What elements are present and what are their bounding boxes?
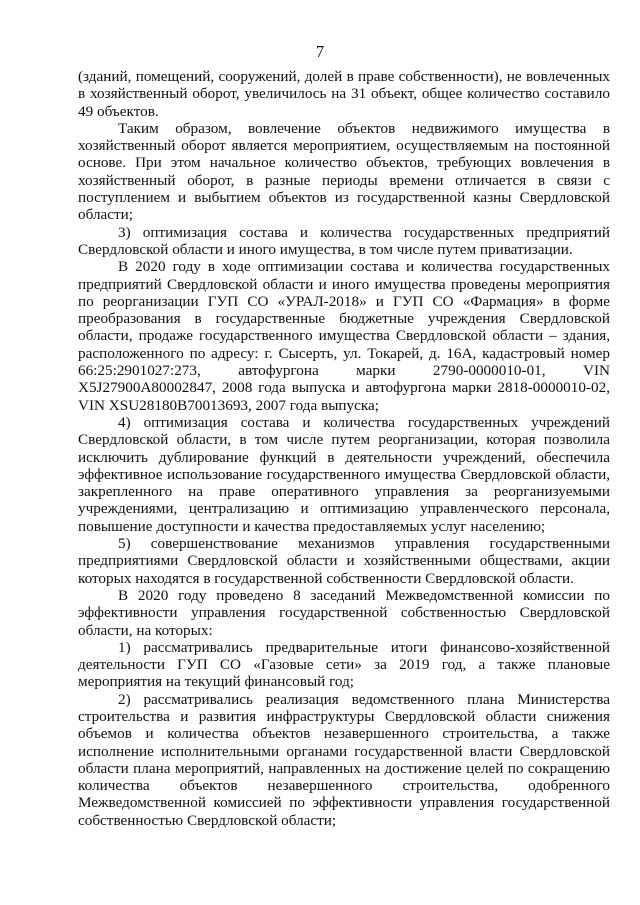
paragraph-commission-meetings: В 2020 году проведено 8 заседаний Межведомственной комиссии по эффективности управления государственной собственностью Свердловской области, на которых: [78,586,610,639]
paragraph-reorganization-details: В 2020 году в ходе оптимизации состава и количества государственных предприятий Свердловской области и иного имущества проведены мероприятия по реорганизации ГУП СО «УРАЛ-2018» и ГУП СО «Фармация» в форме преобразования в государственные бюджетные учреждения Свердловской области, продаже государственного имущества Свердловской области – здания, расположенного по адресу: г. Сысерть, ул. Токарей, д. 16А, кадастровый номер 66:25:2901027:273, автофургона марки 2790-0000010-01, VIN X5J27900A80002847, 2008 года выпуска и автофургона марки 2818-0000010-02, VIN XSU28180B70013693, 2007 года выпуска; [78,258,610,414]
paragraph-meeting-item-2: 2) рассматривались реализация ведомственного плана Министерства строительства и развития инфраструктуры Свердловской области снижения объемов и количества объектов незавершенного строительства, а также исполнение исполнительными органами государственной власти Свердловской области плана мероприятий, направленных на достижение целей по сокращению количества объектов незавершенного строительства, одобренного Межведомственной комиссией по эффективности управления государственной собственностью Свердловской области; [78,690,610,829]
page-number: 7 [315,42,325,61]
document-body [78,68,610,829]
paragraph-item-3: 3) оптимизация состава и количества государственных предприятий Свердловской области и иного имущества, в том числе путем приватизации. [78,223,610,258]
paragraph-item-5: 5) совершенствование механизмов управления государственными предприятиями Свердловской области и хозяйственными обществами, акции которых находятся в государственной собственности Свердловской области. [78,535,610,587]
paragraph-continuation: (зданий, помещений, сооружений, долей в праве собственности), не вовлеченных в хозяйственный оборот, увеличилось на 31 объект, общее количество составило 49 объектов. [78,68,610,120]
paragraph-meeting-item-1: 1) рассматривались предварительные итоги финансово-хозяйственной деятельности ГУП СО «Газовые сети» за 2019 год, а также плановые мероприятия на текущий финансовый год; [78,638,610,691]
paragraph-conclusion: Таким образом, вовлечение объектов недвижимого имущества в хозяйственный оборот является мероприятием, осуществляемым на постоянной основе. При этом начальное количество объектов, требующих вовлечения в хозяйственный оборот, в разные периоды времени отличается в связи с поступлением и выбытием объектов из государственной казны Свердловской области; [78,119,610,224]
paragraph-item-4: 4) оптимизация состава и количества государственных учреждений Свердловской области, в том числе путем реорганизации, которая позволила исключить дублирование функций в деятельности учреждений, обеспечила эффективное использование государственного имущества Свердловской области, закрепленного на праве оперативного управления за реорганизуемыми учреждениями, централизацию и оптимизацию управленческого персонала, повышение доступности и качества предоставляемых услуг населению; [78,413,610,535]
